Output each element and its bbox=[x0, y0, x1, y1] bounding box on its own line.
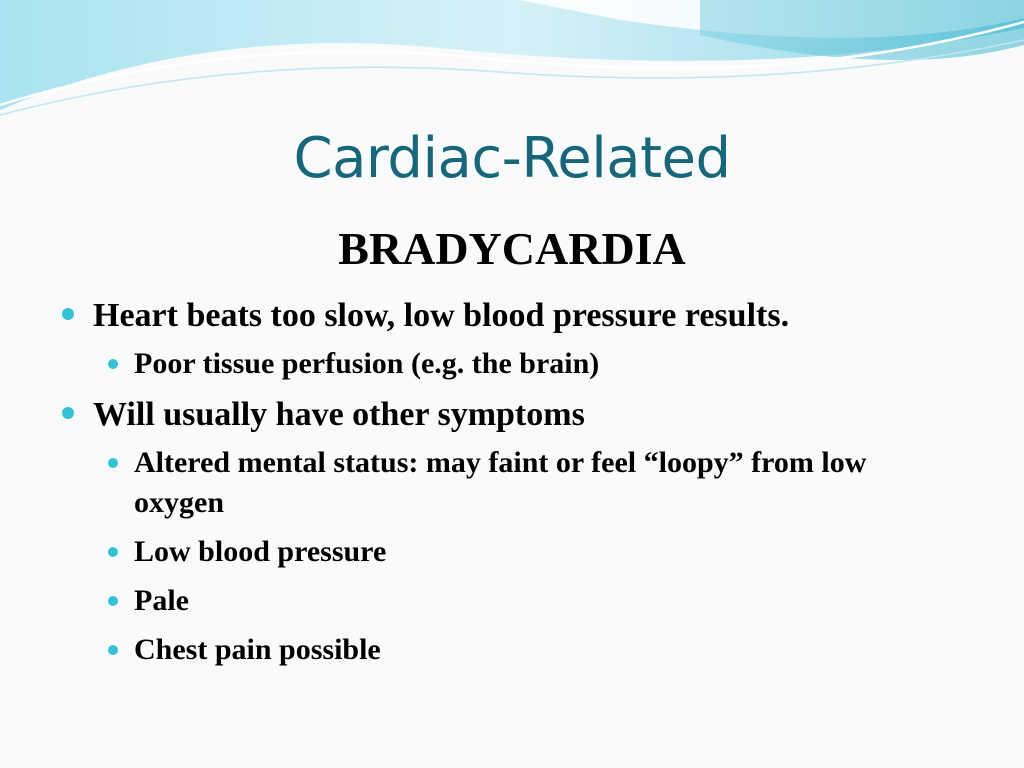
sub-bullet-text: Chest pain possible bbox=[134, 633, 381, 666]
sub-bullet-text: Altered mental status: may faint or feel “loopy” from low oxygen bbox=[134, 446, 867, 519]
sub-bullet-dot-icon bbox=[108, 547, 118, 557]
bullet-dot-icon bbox=[62, 308, 74, 320]
sub-bullet-item bbox=[60, 532, 980, 572]
sub-bullet-text: Low blood pressure bbox=[134, 535, 387, 568]
sub-bullet-list bbox=[60, 344, 980, 384]
sub-bullet-item bbox=[60, 344, 980, 384]
sub-bullet-item bbox=[60, 581, 980, 621]
sub-bullet-dot-icon bbox=[108, 596, 118, 606]
sub-bullet-text: Pale bbox=[134, 584, 189, 617]
header-wave-decoration bbox=[0, 0, 1024, 130]
slide-subtitle: BRADYCARDIA bbox=[338, 223, 686, 274]
bullet-item bbox=[60, 393, 980, 437]
bullet-item bbox=[60, 294, 980, 338]
sub-bullet-item bbox=[60, 443, 980, 523]
bullet-dot-icon bbox=[62, 407, 74, 419]
sub-list-container bbox=[60, 443, 980, 670]
sub-bullet-item bbox=[60, 630, 980, 670]
sub-bullet-text: Poor tissue perfusion (e.g. the brain) bbox=[134, 347, 600, 380]
sub-bullet-dot-icon bbox=[108, 359, 118, 369]
bullet-text: Will usually have other symptoms bbox=[93, 396, 585, 433]
sub-bullet-dot-icon bbox=[108, 645, 118, 655]
bullet-body bbox=[60, 294, 980, 679]
sub-bullet-dot-icon bbox=[108, 458, 118, 468]
bullet-list bbox=[60, 294, 980, 670]
slide-title: Cardiac-Related bbox=[293, 126, 731, 191]
bullet-text: Heart beats too slow, low blood pressure results. bbox=[93, 297, 790, 334]
sub-list-container bbox=[60, 344, 980, 384]
sub-bullet-list bbox=[60, 443, 980, 670]
